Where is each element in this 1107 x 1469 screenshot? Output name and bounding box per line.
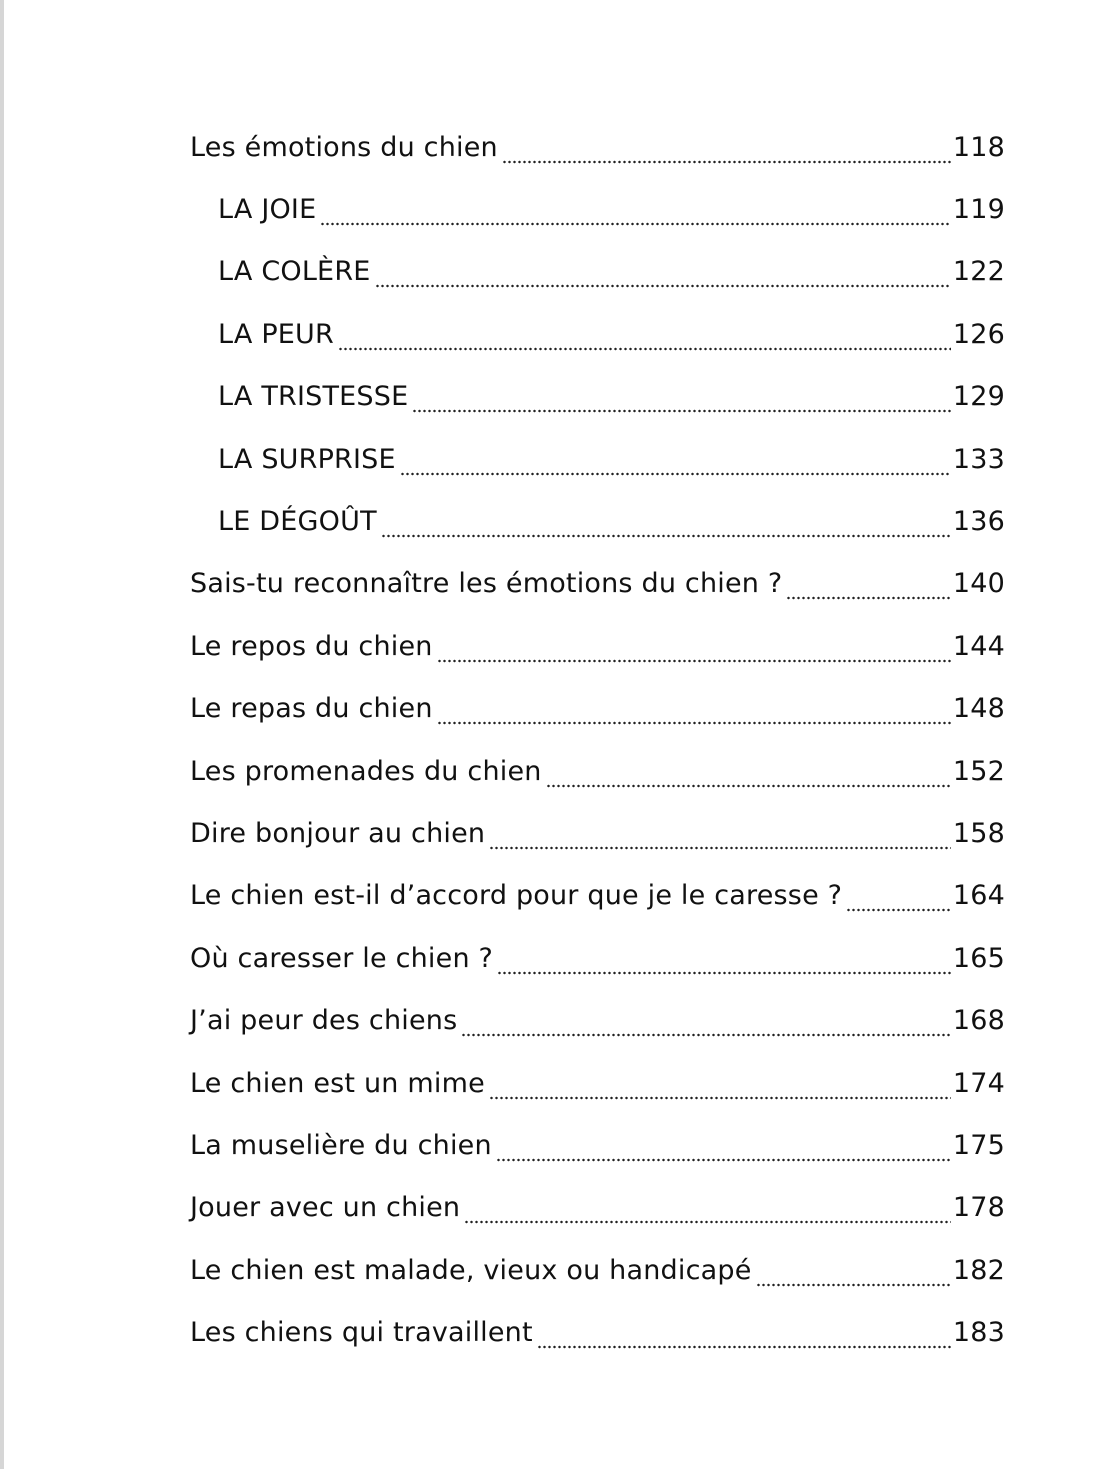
toc-entry bbox=[190, 1177, 1005, 1239]
toc-entry bbox=[190, 989, 1005, 1051]
dot-leader bbox=[338, 325, 951, 352]
table-of-contents bbox=[190, 116, 1005, 1364]
toc-entry-title: Le repos du chien bbox=[190, 630, 433, 662]
toc-entry-title: Le chien est malade, vieux ou handicapé bbox=[190, 1254, 752, 1286]
toc-entry bbox=[190, 865, 1005, 927]
dot-leader bbox=[502, 138, 951, 165]
dot-leader bbox=[375, 262, 951, 289]
toc-entry bbox=[190, 678, 1005, 740]
dot-leader bbox=[546, 762, 951, 789]
toc-entry-title: LA COLÈRE bbox=[218, 256, 371, 288]
toc-entry-title: Le repas du chien bbox=[190, 693, 433, 725]
toc-entry bbox=[190, 802, 1005, 864]
toc-entry bbox=[190, 615, 1005, 677]
dot-leader bbox=[846, 886, 951, 913]
dot-leader bbox=[497, 949, 951, 976]
toc-entry bbox=[190, 553, 1005, 615]
toc-entry-page: 158 bbox=[952, 817, 1005, 849]
toc-entry-page: 129 bbox=[952, 381, 1005, 413]
toc-entry bbox=[190, 1301, 1005, 1363]
dot-leader bbox=[437, 637, 951, 664]
dot-leader bbox=[437, 699, 951, 726]
dot-leader bbox=[496, 1136, 951, 1163]
toc-entry-page: 148 bbox=[952, 693, 1005, 725]
toc-entry-page: 182 bbox=[952, 1254, 1005, 1286]
toc-entry-page: 122 bbox=[952, 256, 1005, 288]
dot-leader bbox=[464, 1198, 951, 1225]
toc-entry-title: Jouer avec un chien bbox=[190, 1192, 461, 1224]
dot-leader bbox=[489, 1074, 951, 1101]
toc-entry-page: 144 bbox=[952, 630, 1005, 662]
toc-entry-title: Les émotions du chien bbox=[190, 131, 498, 163]
toc-entry bbox=[190, 1239, 1005, 1301]
toc-entry bbox=[190, 1052, 1005, 1114]
dot-leader bbox=[461, 1011, 950, 1038]
toc-entry-page: 168 bbox=[952, 1005, 1005, 1037]
toc-entry-page: 165 bbox=[952, 942, 1005, 974]
toc-entry-page: 183 bbox=[952, 1317, 1005, 1349]
toc-entry bbox=[190, 927, 1005, 989]
dot-leader bbox=[489, 824, 951, 851]
dot-leader bbox=[786, 574, 950, 601]
toc-entry-title: J’ai peur des chiens bbox=[190, 1005, 458, 1037]
toc-entry bbox=[190, 116, 1005, 178]
toc-entry-title: LA SURPRISE bbox=[218, 443, 396, 475]
toc-entry-page: 175 bbox=[952, 1129, 1005, 1161]
dot-leader bbox=[412, 387, 951, 414]
toc-entry-title: Dire bonjour au chien bbox=[190, 817, 486, 849]
toc-entry-page: 152 bbox=[952, 755, 1005, 787]
toc-entry-title: LA TRISTESSE bbox=[218, 381, 409, 413]
toc-entry-page: 136 bbox=[952, 506, 1005, 538]
toc-entry-title: Les promenades du chien bbox=[190, 755, 542, 787]
toc-subentry bbox=[190, 428, 1005, 490]
toc-entry-page: 133 bbox=[952, 443, 1005, 475]
toc-subentry bbox=[190, 303, 1005, 365]
toc-entry-title: LE DÉGOÛT bbox=[218, 506, 377, 538]
toc-entry-title: La muselière du chien bbox=[190, 1129, 492, 1161]
toc-entry-page: 119 bbox=[952, 194, 1005, 226]
toc-entry bbox=[190, 1114, 1005, 1176]
toc-subentry bbox=[190, 241, 1005, 303]
dot-leader bbox=[400, 450, 951, 477]
dot-leader bbox=[537, 1323, 951, 1350]
dot-leader bbox=[756, 1261, 951, 1288]
toc-entry-page: 174 bbox=[952, 1067, 1005, 1099]
toc-entry-page: 178 bbox=[952, 1192, 1005, 1224]
dot-leader bbox=[381, 512, 951, 539]
toc-entry-page: 118 bbox=[952, 131, 1005, 163]
toc-subentry bbox=[190, 490, 1005, 552]
toc-subentry bbox=[190, 178, 1005, 240]
page-edge-shadow bbox=[0, 0, 4, 1469]
toc-entry-page: 164 bbox=[952, 880, 1005, 912]
toc-entry-title: Sais-tu reconnaître les émotions du chien ? bbox=[190, 568, 783, 600]
toc-entry-title: Où caresser le chien ? bbox=[190, 942, 494, 974]
toc-entry-page: 126 bbox=[952, 318, 1005, 350]
toc-entry-page: 140 bbox=[952, 568, 1005, 600]
toc-entry-title: Le chien est-il d’accord pour que je le caresse ? bbox=[190, 880, 843, 912]
toc-entry-title: Le chien est un mime bbox=[190, 1067, 485, 1099]
toc-entry bbox=[190, 740, 1005, 802]
toc-entry-title: LA PEUR bbox=[218, 318, 334, 350]
toc-entry-title: LA JOIE bbox=[218, 194, 317, 226]
dot-leader bbox=[320, 200, 951, 227]
toc-subentry bbox=[190, 366, 1005, 428]
toc-entry-title: Les chiens qui travaillent bbox=[190, 1317, 533, 1349]
